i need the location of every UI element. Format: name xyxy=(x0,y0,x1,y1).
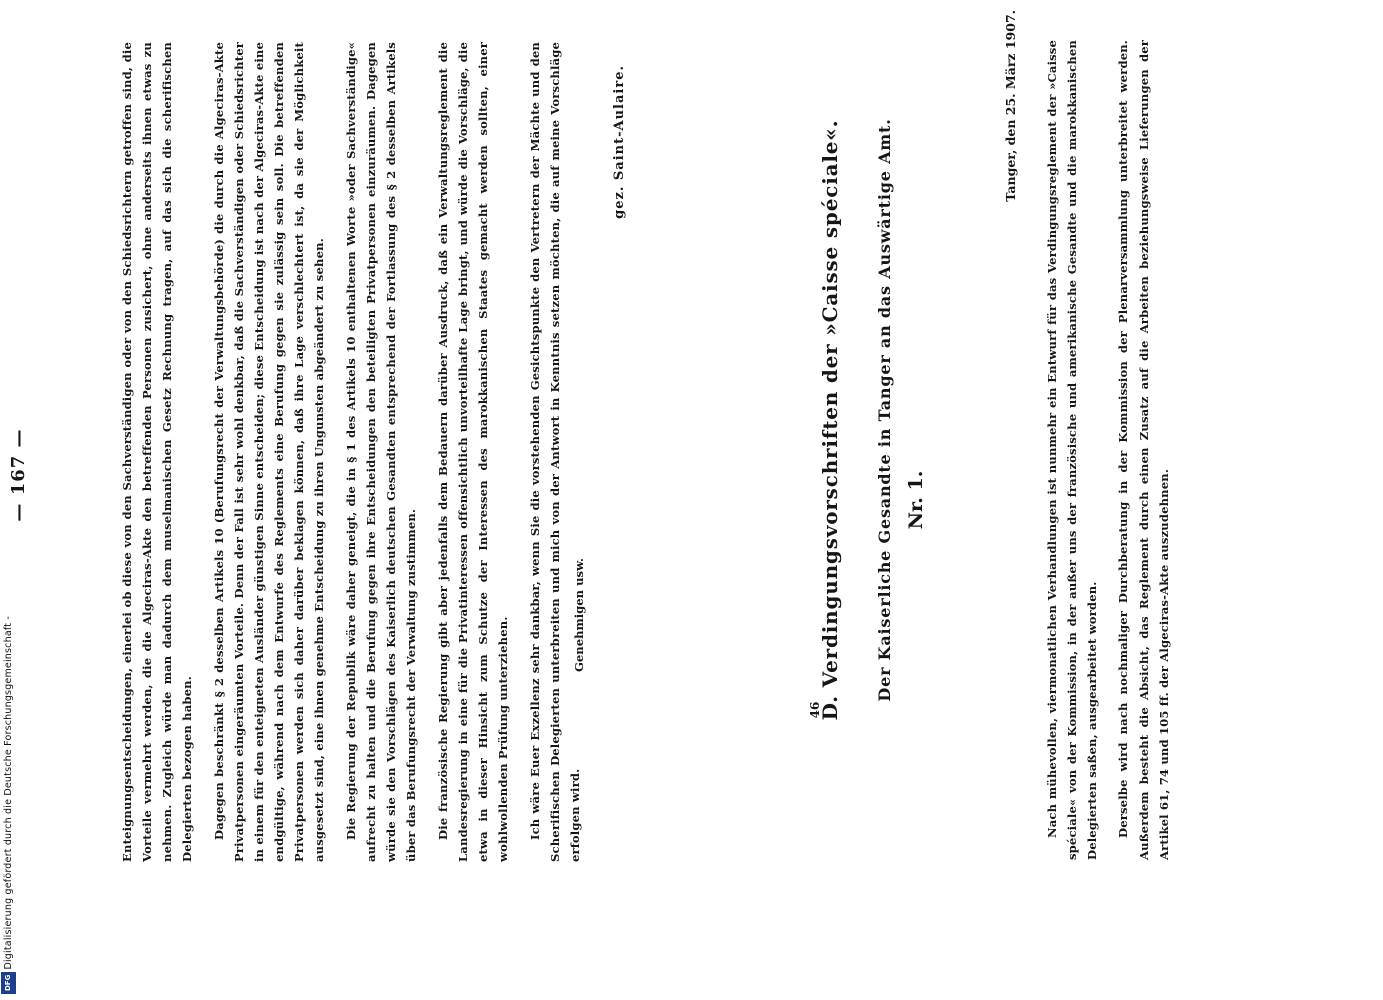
document-subtitle: Der Kaiserliche Gesandte in Tanger an das Auswärtige Amt. xyxy=(875,118,894,702)
lower-text-block xyxy=(1030,40,1185,860)
paragraph: Nach mühevollen, viermonatlichen Verhandlungen ist nunmehr ein Entwurf für das Verdingungsreglement der »Caisse spéciale« von der Kommission, in der außer uns der französische und amerikanische Gesandte und die marokkanischen Delegierten saßen, ausgearbeitet worden. xyxy=(1044,40,1099,860)
upper-text-block xyxy=(105,42,597,862)
document-number: Nr. 1. xyxy=(905,470,927,530)
paragraph: Dagegen beschränkt § 2 desselben Artikels 10 (Berufungsrecht der Verwaltungsbehörde) die durch die Algeciras-Akte Privatpersonen eingeräumten Vorteile. Denn der Fall ist sehr wohl denkbar, daß die Sachverständigen oder Schiedsrichter in einem für den enteigneten Ausländer günstigen Sinne entscheiden; diese Entscheidung ist nach der Algeciras-Akte eine endgültige, während nach dem Entwurfe des Reglements eine Berufung gegen sie zulässig sein soll. Die betreffenden Privatpersonen werden sich daher darüber beklagen können, daß ihre Lage verschlechtert ist, da sie der Möglichkeit ausgesetzt sind, eine ihnen genehme Entscheidung zu ihren Ungunsten abgeändert zu sehen. xyxy=(211,42,327,862)
closing-formula: Genehmigen usw. xyxy=(572,558,586,672)
paragraph: Die Regierung der Republik wäre daher geneigt, die in § 1 des Artikels 10 enthaltenen Worte »oder Sachverständige« aufrecht zu halten und die Berufung gegen ihre Entscheidungen den beteiligten Privatpersonen einzuräumen. Dagegen würde sie den Vorschlägen des Kaiserlich deutschen Gesandten entsprechend der Fortlassung des § 2 desselben Artikels über das Berufungsrecht der Verwaltung zustimmen. xyxy=(343,42,418,862)
paragraph: Die französische Regierung gibt aber jedenfalls dem Bedauern darüber Ausdruck, daß ein Verwaltungsreglement die Landesregierung in eine für die Privatinteressen offensichtlich unvorteilhafte Lage bringt, und würde die Vorschläge, die etwa in dieser Hinsicht zum Schutze der Interessen des marokkanischen Staates gemacht werden sollten, einer wohlwollenden Prüfung unterziehen. xyxy=(435,42,510,862)
digitization-footer xyxy=(0,0,18,1000)
footer-credit: Digitalisierung gefördert durch die Deutsche Forschungsgemeinschaft - xyxy=(3,616,14,970)
page-number: — 167 — xyxy=(8,428,29,522)
dfg-logo-icon: DFG xyxy=(1,972,16,994)
folio-number: 46 xyxy=(808,701,822,719)
paragraph: Derselbe wird nach nochmaliger Durchberatung in der Kommission der Plenarversammlung unterbreitet werden. Außerdem besteht die Absicht, das Reglement durch einen Zusatz auf die Arbeiten beziehungsweise Lieferungen der Artikel 61, 74 und 105 ff. der Algeciras-Akte auszudehnen. xyxy=(1116,40,1171,860)
paragraph: Enteignungsentscheidungen, einerlei ob diese von den Sachverständigen oder von den Schiedsrichtern getroffen sind, die Vorteile vermehrt werden, die die Algeciras-Akte den betreffenden Personen zusichert, ohne anderseits ihnen etwas zu nehmen. Zugleich würde man dadurch dem muselmanischen Gesetz Rechnung tragen, auf das sich die scherifischen Delegierten bezogen haben. xyxy=(119,42,194,862)
dateline: Tanger, den 25. März 1907. xyxy=(1003,10,1018,202)
section-title: D. Verdingungsvorschriften der »Caisse spéciale«. xyxy=(818,119,842,721)
signature: gez. Saint-Aulaire. xyxy=(612,65,627,219)
paragraph: Ich wäre Euer Exzellenz sehr dankbar, wenn Sie die vorstehenden Gesichtspunkte den Vertretern der Mächte und den Scherifischen Delegierten unterbreiten und mich von der Antwort in Kenntnis setzen möchten, die auf meine Vorschläge erfolgen wird. xyxy=(527,42,582,862)
